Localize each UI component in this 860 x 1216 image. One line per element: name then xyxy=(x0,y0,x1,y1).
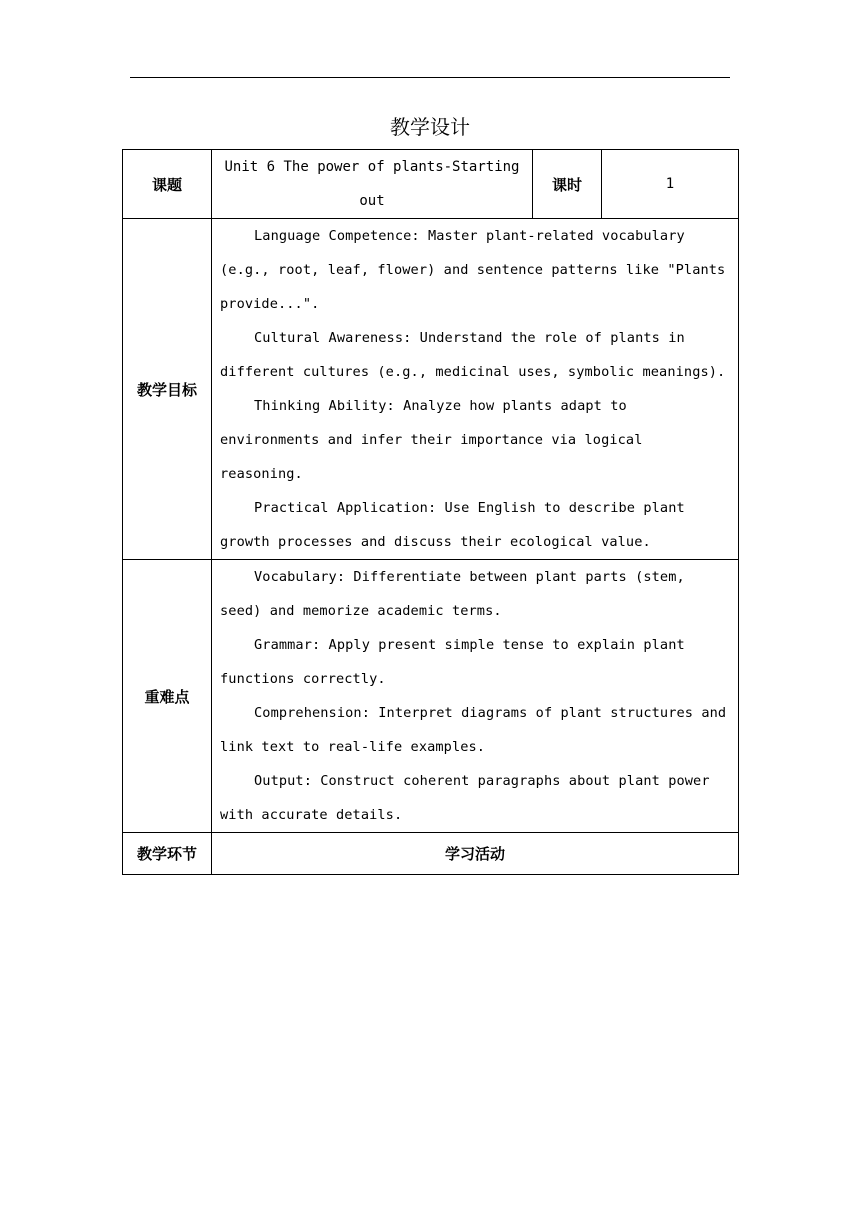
objectives-label: 教学目标 xyxy=(123,219,212,560)
header-rule xyxy=(130,77,730,78)
keypoint-item: Output: Construct coherent paragraphs about plant power with accurate details. xyxy=(220,773,710,823)
keypoint-item: Vocabulary: Differentiate between plant parts (stem, seed) and memorize academic terms. xyxy=(220,569,685,619)
activity-label: 学习活动 xyxy=(212,833,739,875)
objective-item: Practical Application: Use English to describe plant growth processes and discuss their ecological value. xyxy=(220,500,685,550)
period-label: 课时 xyxy=(533,150,602,219)
stage-label: 教学环节 xyxy=(123,833,212,875)
topic-row xyxy=(123,150,739,219)
stage-row xyxy=(123,833,739,875)
topic-value: Unit 6 The power of plants-Starting out xyxy=(212,150,533,219)
objectives-cell xyxy=(212,219,739,560)
document-title: 教学设计 xyxy=(390,115,470,139)
keypoints-label: 重难点 xyxy=(123,560,212,833)
keypoint-item: Grammar: Apply present simple tense to explain plant functions correctly. xyxy=(220,637,685,687)
objective-item: Thinking Ability: Analyze how plants adapt to environments and infer their importance via logical reasoning. xyxy=(220,398,643,482)
objective-item: Language Competence: Master plant-related vocabulary (e.g., root, leaf, flower) and sentence patterns like "Plants provide...". xyxy=(220,228,726,312)
lesson-plan-table xyxy=(122,149,739,875)
objectives-row xyxy=(123,219,739,560)
keypoint-item: Comprehension: Interpret diagrams of plant structures and link text to real-life examples. xyxy=(220,705,727,755)
topic-label: 课题 xyxy=(123,150,212,219)
period-value: 1 xyxy=(602,150,739,219)
objective-item: Cultural Awareness: Understand the role of plants in different cultures (e.g., medicinal uses, symbolic meanings). xyxy=(220,330,726,380)
keypoints-row xyxy=(123,560,739,833)
keypoints-cell xyxy=(212,560,739,833)
